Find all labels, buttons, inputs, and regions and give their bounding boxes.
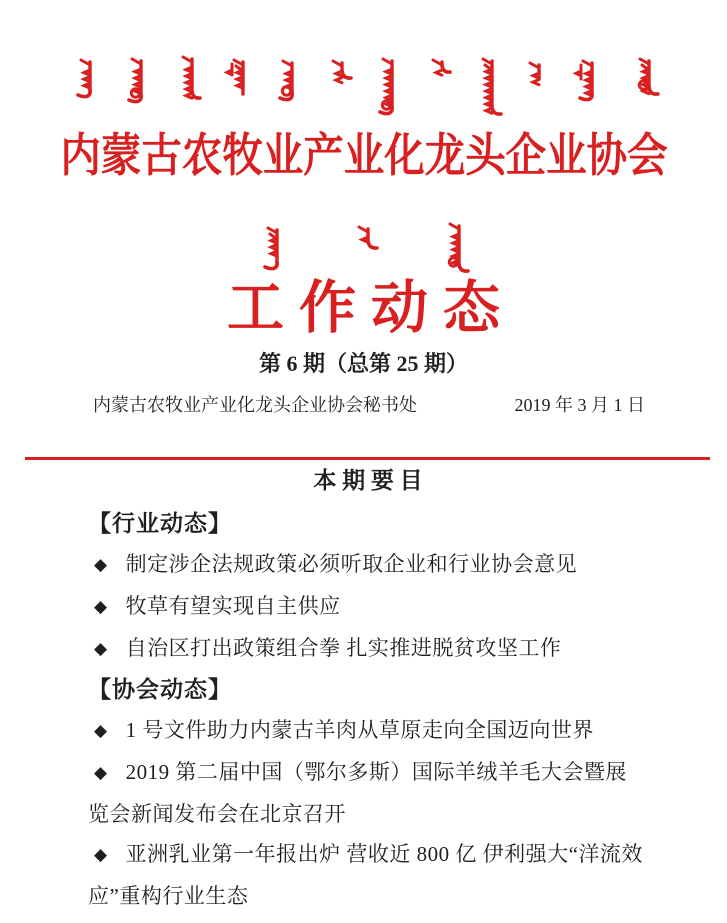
mongolian-word-glyph bbox=[125, 57, 151, 105]
association-name-text: 内蒙古农牧业产业化龙头企业协会 bbox=[59, 130, 668, 181]
toc-item: ◆ 牧草有望实现自主供应 bbox=[88, 586, 648, 628]
mongolian-word-glyph bbox=[78, 58, 98, 100]
mongolian-word-glyph bbox=[258, 226, 288, 272]
publish-date: 2019 年 3 月 1 日 bbox=[514, 395, 645, 415]
toc-item: ◆ 1 号文件助力内蒙古羊肉从草原走向全国迈向世界 bbox=[88, 710, 648, 752]
toc-body bbox=[88, 504, 648, 916]
diamond-bullet-icon: ◆ bbox=[94, 597, 108, 616]
toc-item: ◆ 制定涉企法规政策必须听取企业和行业协会意见 bbox=[88, 544, 648, 586]
mongolian-word-glyph bbox=[573, 59, 603, 103]
toc-item: ◆ 2019 第二届中国（鄂尔多斯）国际羊绒羊毛大会暨展览会新闻发布会在北京召开 bbox=[88, 752, 648, 834]
association-name-title bbox=[0, 126, 727, 186]
diamond-bullet-icon: ◆ bbox=[94, 721, 108, 740]
toc-item: ◆ 自治区打出政策组合拳 扎实推进脱贫攻坚工作 bbox=[88, 628, 648, 670]
publisher-row bbox=[88, 392, 645, 418]
mongolian-word-glyph bbox=[477, 57, 501, 117]
mongolian-script-line1 bbox=[78, 55, 660, 117]
toc-heading: 本 期 要 目 bbox=[313, 468, 423, 493]
mongolian-word-glyph bbox=[178, 55, 200, 101]
diamond-bullet-icon: ◆ bbox=[94, 639, 108, 658]
mongolian-script-line2 bbox=[0, 222, 727, 274]
toc-section-title: 【协会动态】 bbox=[88, 677, 232, 702]
toc-section-title: 【行业动态】 bbox=[88, 511, 232, 536]
diamond-bullet-icon: ◆ bbox=[94, 555, 108, 574]
toc-item: ◆ 亚洲乳业第一年报出炉 营收近 800 亿 伊利强大“洋流效应”重构行业生态 bbox=[88, 834, 648, 916]
mongolian-word-glyph bbox=[280, 59, 300, 103]
mongolian-word-glyph bbox=[327, 59, 351, 81]
diamond-bullet-icon: ◆ bbox=[94, 763, 108, 782]
red-divider-rule bbox=[25, 457, 710, 460]
mongolian-word-glyph bbox=[352, 225, 378, 251]
table-of-contents bbox=[88, 466, 648, 916]
issue-number-line: 第 6 期（总第 25 期） bbox=[258, 351, 468, 376]
bulletin-title: 工作动态 bbox=[227, 277, 515, 340]
publisher-name: 内蒙古农牧业产业化龙头企业协会秘书处 bbox=[93, 395, 417, 415]
diamond-bullet-icon: ◆ bbox=[94, 845, 108, 864]
mongolian-word-glyph bbox=[528, 61, 546, 81]
mongolian-word-glyph bbox=[377, 57, 401, 117]
mongolian-word-glyph bbox=[630, 57, 660, 97]
mongolian-word-glyph bbox=[442, 222, 470, 274]
mongolian-word-glyph bbox=[227, 58, 253, 96]
mongolian-word-glyph bbox=[428, 58, 450, 75]
